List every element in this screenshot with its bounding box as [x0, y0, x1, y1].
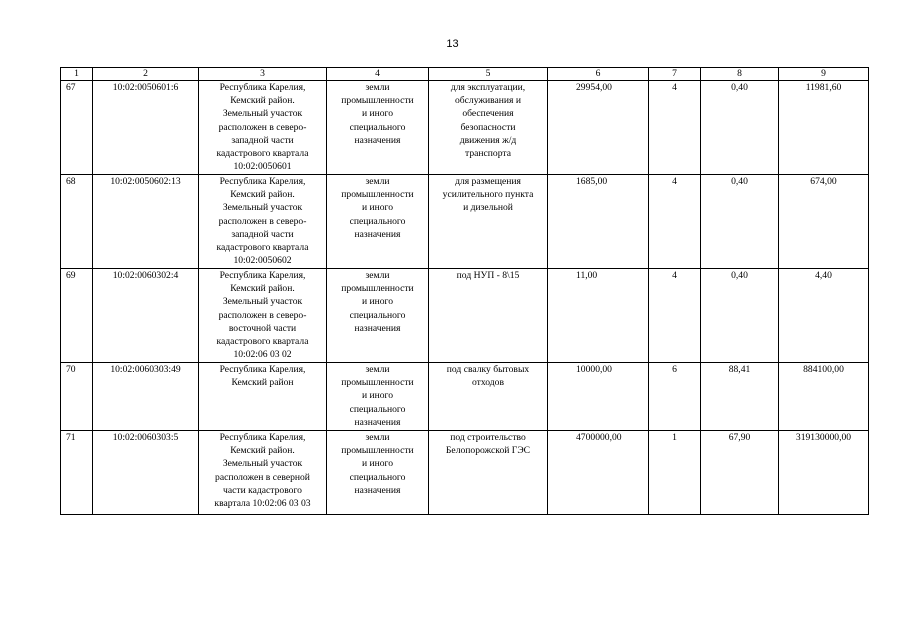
permitted-use-cell	[429, 269, 548, 363]
location-cell	[199, 81, 327, 175]
column-7-cell	[649, 175, 701, 269]
location-cell	[199, 363, 327, 431]
column-8-cell	[701, 363, 779, 431]
column-7-value: 4	[672, 176, 677, 187]
column-7-cell	[649, 363, 701, 431]
land-category-cell	[327, 269, 429, 363]
land-category-cell	[327, 431, 429, 515]
column-9-value: 674,00	[810, 176, 837, 187]
area-value: 11,00	[576, 270, 598, 281]
column-8-value: 0,40	[731, 82, 748, 93]
cadastral-number-cell	[93, 269, 199, 363]
column-number-5: 5	[429, 68, 548, 81]
column-7-cell	[649, 431, 701, 515]
column-number-7: 7	[649, 68, 701, 81]
area-value: 1685,00	[576, 176, 608, 187]
column-7-value: 1	[672, 432, 677, 443]
cadastral-number: 10:02:0050601:6	[112, 82, 179, 93]
row-number-cell	[61, 81, 93, 175]
column-7-cell	[649, 269, 701, 363]
column-number-2: 2	[93, 68, 199, 81]
column-7-cell	[649, 81, 701, 175]
column-9-cell	[779, 269, 869, 363]
area-cell	[548, 81, 649, 175]
column-7-value: 4	[672, 270, 677, 281]
column-8-cell	[701, 269, 779, 363]
column-number-4: 4	[327, 68, 429, 81]
location-text: Республика Карелия, Кемский район. Земельный участок расположен в северо- восточной части кадастрового квартала 10:02:06 03 02	[216, 270, 309, 361]
table-row	[61, 269, 869, 363]
permitted-use-text: под НУП - 8\15	[456, 270, 520, 281]
column-8-value: 0,40	[731, 176, 748, 187]
column-9-value: 319130000,00	[795, 432, 852, 443]
column-7-value: 6	[672, 364, 677, 375]
location-text: Республика Карелия, Кемский район. Земельный участок расположен в северо- западной части кадастрового квартала 10:02:0050602	[216, 176, 309, 267]
permitted-use-cell	[429, 363, 548, 431]
row-number: 68	[66, 176, 76, 187]
row-number: 71	[66, 432, 76, 443]
page-number: 13	[446, 38, 459, 50]
column-9-cell	[779, 431, 869, 515]
cadastral-number-cell	[93, 175, 199, 269]
area-cell	[548, 175, 649, 269]
permitted-use-cell	[429, 81, 548, 175]
location-text: Республика Карелия, Кемский район. Земельный участок расположен в северной части кадастрового квартала 10:02:06 03 03	[214, 432, 311, 510]
column-9-cell	[779, 363, 869, 431]
column-8-cell	[701, 81, 779, 175]
table-row	[61, 175, 869, 269]
row-number-cell	[61, 431, 93, 515]
column-8-cell	[701, 175, 779, 269]
row-number-cell	[61, 269, 93, 363]
cadastral-number-cell	[93, 431, 199, 515]
land-category-text: земли промышленности и иного специального назначения	[341, 270, 414, 334]
location-cell	[199, 269, 327, 363]
row-number-cell	[61, 363, 93, 431]
cadastral-number: 10:02:0060303:5	[112, 432, 179, 443]
area-value: 4700000,00	[576, 432, 622, 443]
column-8-cell	[701, 431, 779, 515]
column-number-6: 6	[548, 68, 649, 81]
land-category-cell	[327, 81, 429, 175]
location-cell	[199, 431, 327, 515]
cadastral-number: 10:02:0060303:49	[110, 364, 181, 375]
column-9-cell	[779, 175, 869, 269]
cadastral-number: 10:02:0060302:4	[112, 270, 179, 281]
column-8-value: 67,90	[728, 432, 751, 443]
area-value: 10000,00	[576, 364, 612, 375]
area-cell	[548, 431, 649, 515]
table-row	[61, 431, 869, 515]
permitted-use-text: под строительство Белопорожской ГЭС	[445, 432, 531, 457]
land-plots-table	[60, 67, 869, 515]
table-header-row	[61, 68, 869, 81]
column-9-value: 884100,00	[803, 364, 844, 375]
location-cell	[199, 175, 327, 269]
column-number-9: 9	[779, 68, 869, 81]
land-category-text: земли промышленности и иного специального назначения	[341, 364, 414, 428]
permitted-use-text: для эксплуатации, обслуживания и обеспечения безопасности движения ж/д транспорта	[450, 82, 526, 160]
column-8-value: 88,41	[728, 364, 751, 375]
permitted-use-text: под свалку бытовых отходов	[446, 364, 530, 389]
cadastral-number: 10:02:0050602:13	[110, 176, 181, 187]
location-text: Республика Карелия, Кемский район	[219, 364, 306, 389]
permitted-use-cell	[429, 431, 548, 515]
column-number-1: 1	[61, 68, 93, 81]
area-cell	[548, 363, 649, 431]
row-number-cell	[61, 175, 93, 269]
area-value: 29954,00	[576, 82, 612, 93]
land-category-cell	[327, 363, 429, 431]
land-category-text: земли промышленности и иного специального назначения	[341, 432, 414, 496]
permitted-use-text: для размещения усилительного пункта и дизельной	[442, 176, 534, 214]
column-9-cell	[779, 81, 869, 175]
permitted-use-cell	[429, 175, 548, 269]
location-text: Республика Карелия, Кемский район. Земельный участок расположен в северо- западной части кадастрового квартала 10:02:0050601	[216, 82, 309, 173]
row-number: 70	[66, 364, 76, 375]
column-number-3: 3	[199, 68, 327, 81]
land-category-text: земли промышленности и иного специального назначения	[341, 176, 414, 240]
table-row	[61, 363, 869, 431]
cadastral-number-cell	[93, 81, 199, 175]
column-number-8: 8	[701, 68, 779, 81]
area-cell	[548, 269, 649, 363]
column-8-value: 0,40	[731, 270, 748, 281]
column-9-value: 4,40	[815, 270, 832, 281]
table-row	[61, 81, 869, 175]
column-9-value: 11981,60	[805, 82, 842, 93]
row-number: 67	[66, 82, 76, 93]
land-category-cell	[327, 175, 429, 269]
row-number: 69	[66, 270, 76, 281]
land-category-text: земли промышленности и иного специального назначения	[341, 82, 414, 146]
column-7-value: 4	[672, 82, 677, 93]
cadastral-number-cell	[93, 363, 199, 431]
